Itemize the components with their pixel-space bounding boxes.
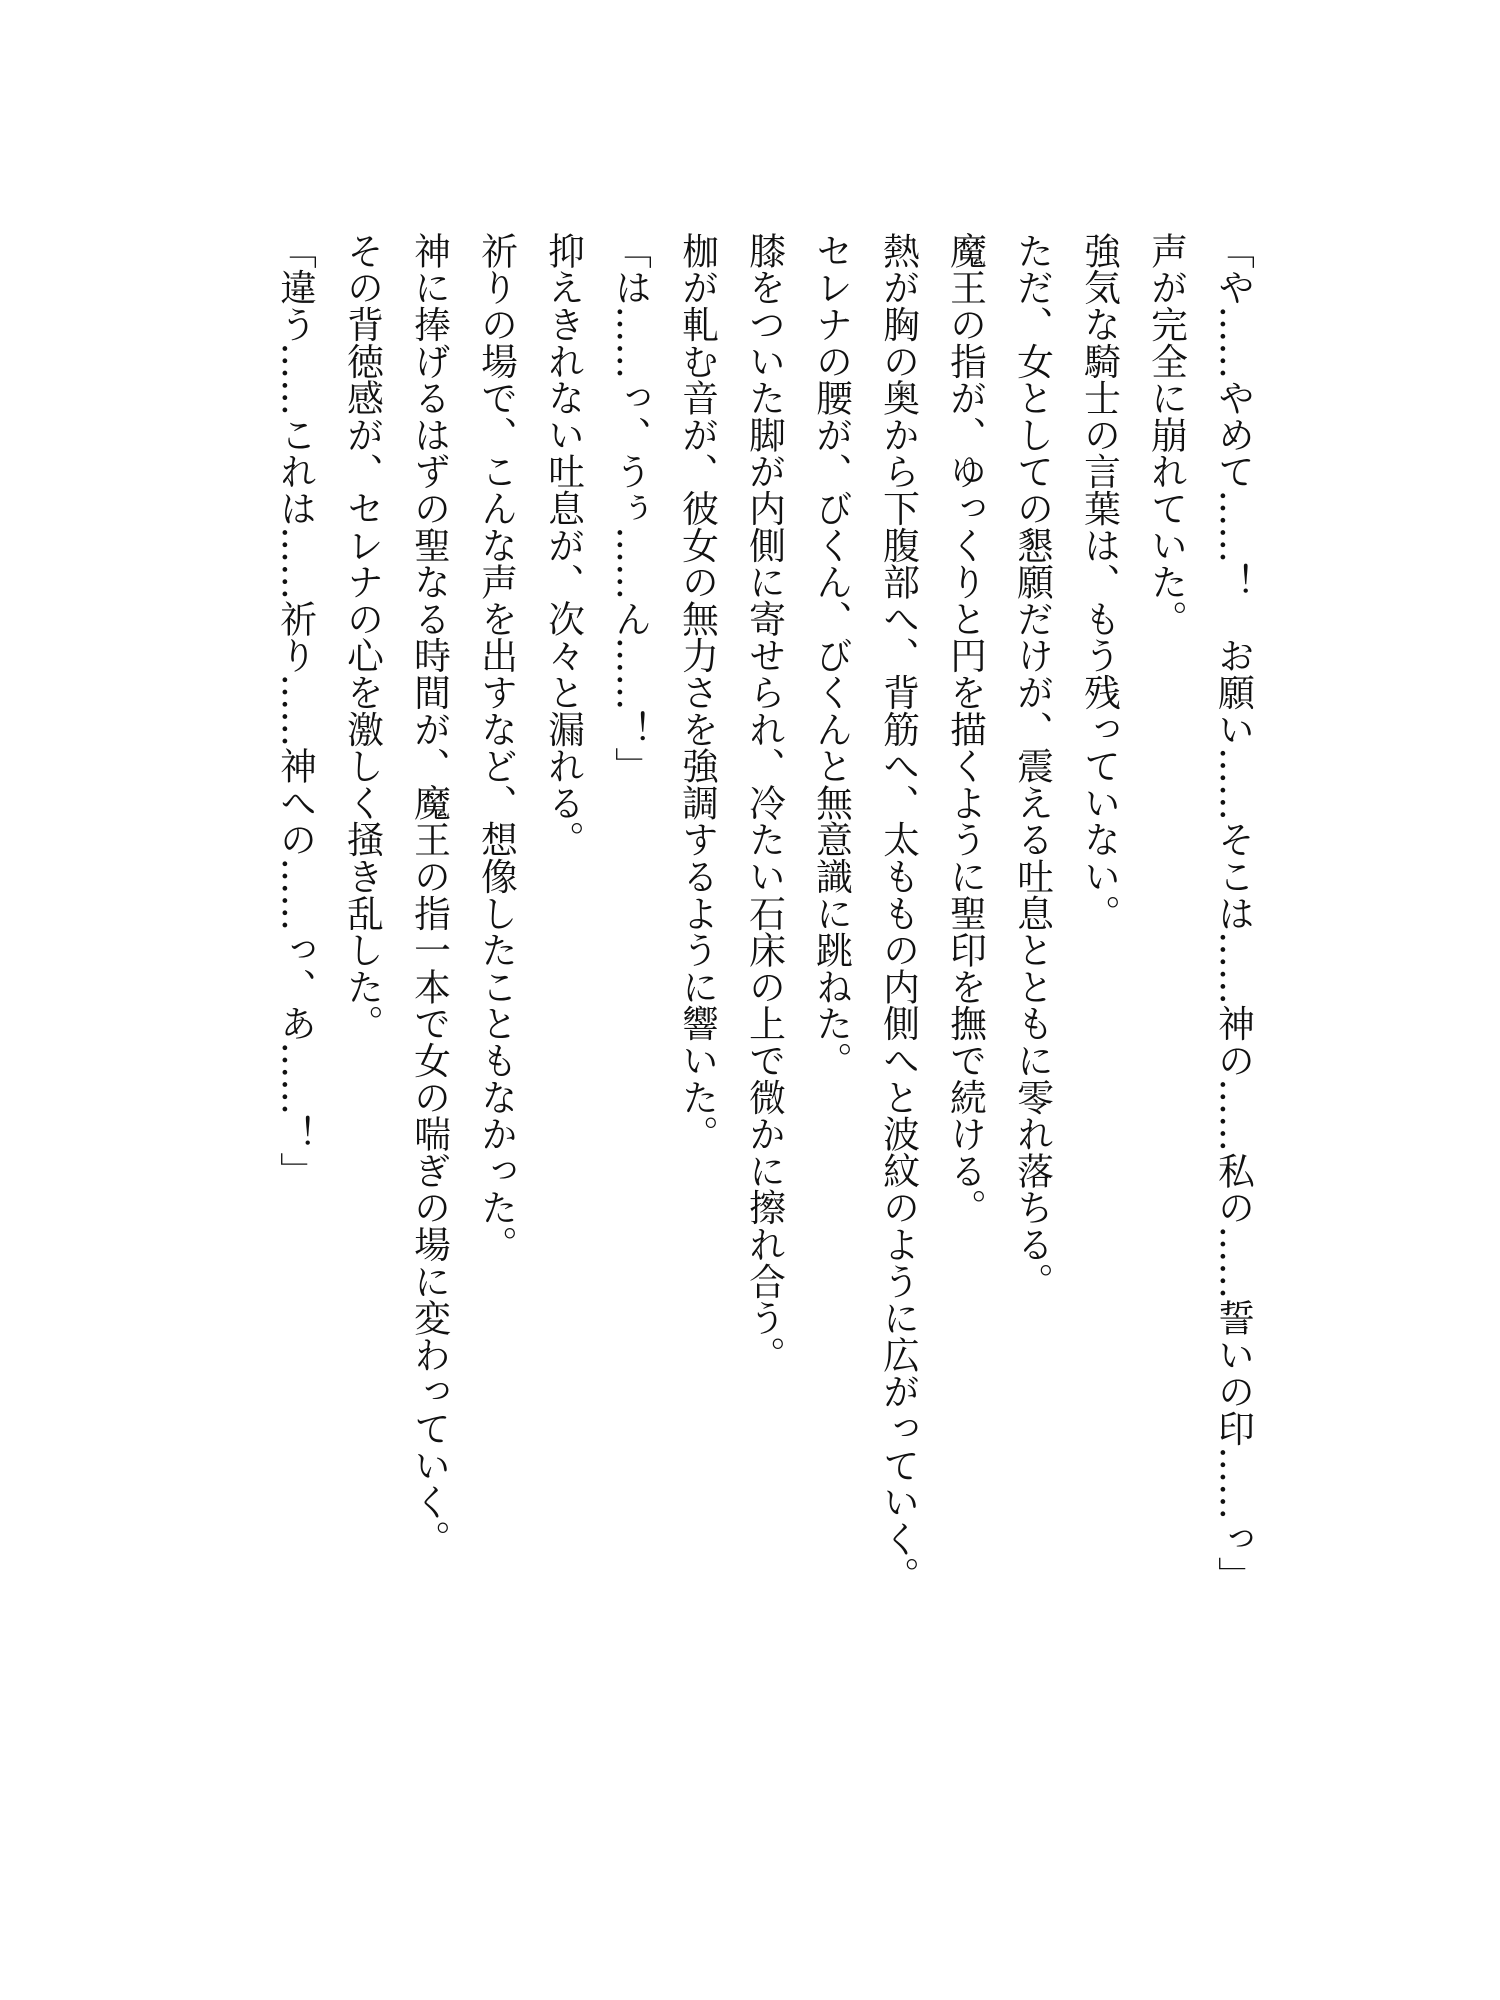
narration-line: 魔王の指が、ゆっくりと円を描くように聖印を撫で続ける。: [944, 232, 987, 1226]
narration-line: 祈りの場で、こんな声を出すなど、想像したこともなかった。: [475, 232, 518, 1263]
dialogue-line: 「違う……これは……祈り……神への……っ、あ……！」: [274, 232, 317, 1189]
narration-line: 神に捧げるはずの聖なる時間が、魔王の指一本で女の喘ぎの場に変わっていく。: [408, 232, 451, 1557]
narration-line: その背徳感が、セレナの心を激しく掻き乱した。: [341, 232, 384, 1042]
narration-line: 強気な騎士の言葉は、もう残っていない。: [1078, 232, 1121, 932]
narration-line: 熱が胸の奥から下腹部へ、背筋へ、太ももの内側へと波紋のように広がっていく。: [877, 232, 920, 1594]
vertical-text-body: [262, 232, 1267, 1594]
dialogue-line: 「や……やめて……！ お願い……そこは……神の……私の……誓いの印……っ」: [1212, 232, 1255, 1594]
narration-line: 枷が軋む音が、彼女の無力さを強調するように響いた。: [676, 232, 719, 1152]
dialogue-line: 「は……っ、うぅ……ん……！」: [609, 232, 652, 784]
narration-line: 抑えきれない吐息が、次々と漏れる。: [542, 232, 585, 858]
narration-line: 膝をついた脚が内側に寄せられ、冷たい石床の上で微かに擦れ合う。: [743, 232, 786, 1373]
narration-line: セレナの腰が、びくん、びくんと無意識に跳ねた。: [810, 232, 853, 1079]
narration-line: 声が完全に崩れていた。: [1145, 232, 1188, 637]
narration-line: ただ、女としての懇願だけが、震える吐息とともに零れ落ちる。: [1011, 232, 1054, 1300]
